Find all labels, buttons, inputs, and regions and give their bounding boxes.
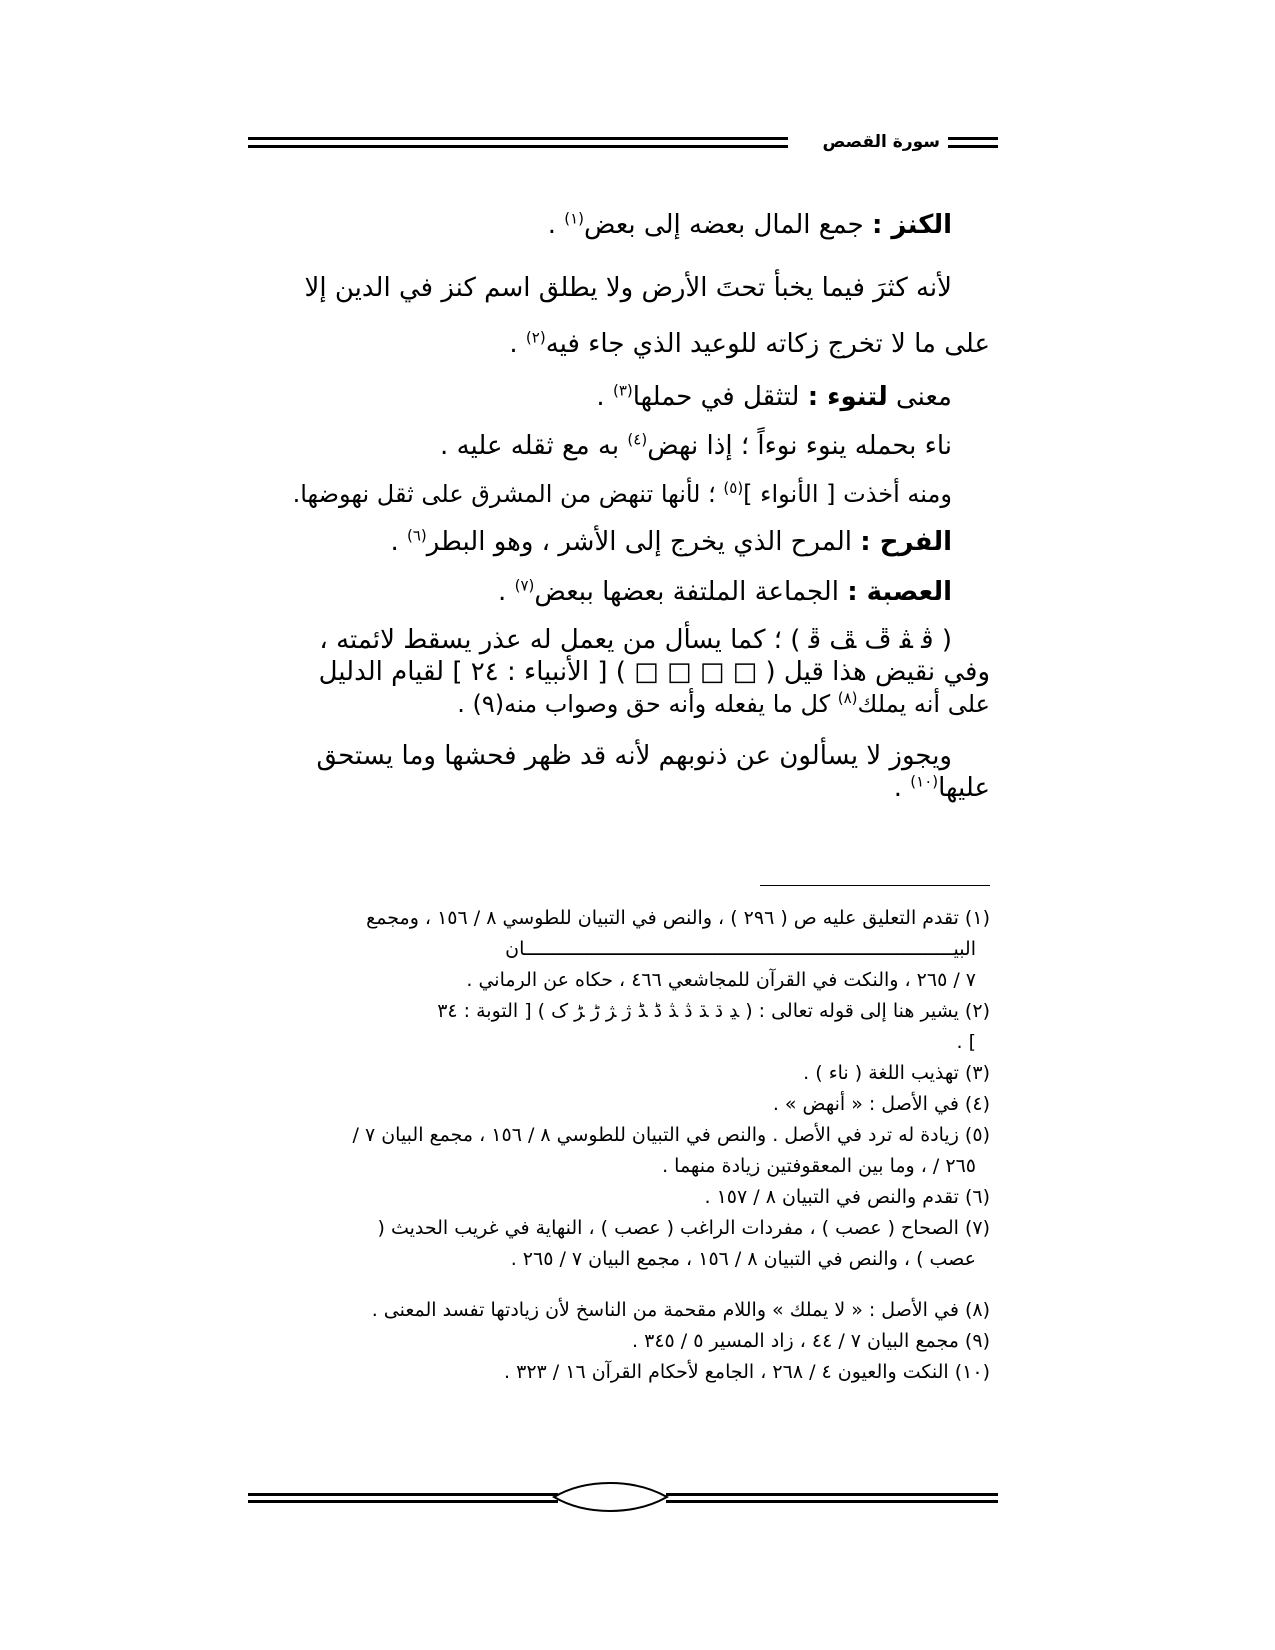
footnote-line: ٧ / ٢٦٥ ، والنكت في القرآن للمجاشعي ٤٦٦ ، حكاه عن الرماني . — [466, 969, 976, 991]
note-ref: (١٠) — [910, 772, 939, 791]
main-line: ومنه أخذت [ الأنواء ]$^{(٥)}$ ؛ لأنها تنهض من المشرق على ثقل نهوضها. — [292, 479, 952, 508]
main-line: لأنه كثرَ فيما يخبأ تحتَ الأرض ولا يطلق اسم كنز في الدين إلا — [304, 273, 952, 303]
note-ref: (٤) — [627, 430, 648, 449]
footnotes — [248, 903, 990, 1388]
main-line: ( ﭬ ﭭ ﭮ ﭯ ﭰ ) ؛ كما يسأل من يعمل له عذر يسقط لائمته ، — [319, 625, 952, 655]
footnote-line: ٢٦٥ / ، وما بين المعقوفتين زيادة منهما . — [662, 1155, 976, 1177]
ornament-outline — [554, 1483, 667, 1511]
footer-rule-right-1 — [666, 1493, 998, 1496]
footnote-line: (٣) تهذيب اللغة ( ناء ) . — [803, 1062, 990, 1084]
footnote-line: (٢) يشير هنا إلى قوله تعالى : ( ﮃ ﮄ ﮅ ﮆ ﮇ ﮈ ﮉ ﮊ ﮋ ﮌ ﮍ ﮎ ) [ التوبة : ٣٤ — [437, 1000, 990, 1022]
header-rule-right-1 — [948, 137, 998, 140]
footnote-line: (١٠) النكت والعيون ٤ / ٢٦٨ ، الجامع لأحكام القرآن ١٦ / ٣٢٣ . — [504, 1361, 990, 1383]
main-line: على ما لا تخرج زكاته للوعيد الذي جاء فيه$^{(٢)}$ . — [509, 328, 990, 359]
main-line: وفي نقيض هذا قيل ( □ □ □ □ ) [ الأنبياء : ٢٤ ] لقيام الدليل — [318, 657, 990, 687]
footer-rule-right-2 — [666, 1500, 998, 1503]
note-ref: (٨) — [837, 689, 858, 707]
note-ref: (٥) — [723, 479, 744, 497]
main-line: العصبة : الجماعة الملتفة بعضها ببعض$^{(٧)}$ . — [498, 576, 952, 607]
main-line: الكنز : جمع المال بعضه إلى بعض$^{(١)}$ . — [547, 209, 952, 240]
page-footer — [248, 1480, 998, 1520]
main-line: ناء بحمله ينوء نوءاً ؛ إذا نهض$^{(٤)}$ به مع ثقله عليه . — [440, 430, 952, 461]
note-ref: (٣) — [612, 381, 633, 400]
main-text — [248, 192, 990, 804]
footnote-line: (٤) في الأصل : « أنهض » . — [772, 1093, 990, 1115]
header-rule-left-1 — [248, 137, 788, 140]
footer-rule-left-2 — [248, 1500, 558, 1503]
footnote-line: عصب ) ، والنص في التبيان ٨ / ١٥٦ ، مجمع البيان ٧ / ٢٦٥ . — [510, 1248, 976, 1270]
footer-rule-left-1 — [248, 1493, 558, 1496]
footnote-line: (٧) الصحاح ( عصب ) ، مفردات الراغب ( عصب ) ، النهاية في غريب الحديث ( — [377, 1217, 990, 1239]
footnote-separator — [760, 885, 990, 886]
footnote-line: ] . — [956, 1031, 976, 1053]
term-kanz: الكنز : — [871, 210, 952, 240]
main-line: ويجوز لا يسألون عن ذنوبهم لأنه قد ظهر فحشها وما يستحق — [316, 741, 952, 771]
main-line: الفرح : المرح الذي يخرج إلى الأشر ، وهو البطر$^{(٦)}$ . — [390, 526, 952, 557]
page-number-ornament — [548, 1480, 673, 1520]
footnote-gap — [248, 1275, 990, 1295]
note-ref: (٢) — [525, 328, 546, 347]
footnote-line: (٥) زيادة له ترد في الأصل . والنص في التبيان للطوسي ٨ / ١٥٦ ، مجمع البيان ٧ / — [352, 1124, 990, 1146]
main-line: معنى لتنوء : لتثقل في حملها$^{(٣)}$ . — [596, 381, 952, 412]
footnote-line: (١) تقدم التعليق عليه ص ( ٢٩٦ ) ، والنص في التبيان للطوسي ٨ / ١٥٦ ، ومجمع — [366, 907, 990, 929]
term-tanu: لتنوء : — [807, 382, 888, 412]
footnote-line: (٨) في الأصل : « لا يملك » واللام مقحمة من الناسخ لأن زيادتها تفسد المعنى . — [371, 1299, 990, 1321]
note-ref: (٧) — [514, 576, 535, 595]
footnote-line: البيـــــــــــــــــــــــــــــــــــــــــــــــــــــــــــــــــــــــــــــان — [505, 938, 976, 960]
note-ref: (١) — [564, 209, 584, 228]
page-header — [248, 128, 998, 158]
main-line: على أنه يملك$^{(٨)}$ كل ما يفعله وأنه حق وصواب منه(٩) . — [457, 689, 990, 718]
term-usba: العصبة : — [847, 577, 952, 607]
term-farah: الفرح : — [860, 527, 952, 557]
footnote-line: (٦) تقدم والنص في التبيان ٨ / ١٥٧ . — [704, 1186, 990, 1208]
surah-title: سورة القصص — [822, 132, 940, 152]
header-rule-left-2 — [248, 145, 788, 148]
footnote-line: (٩) مجمع البيان ٧ / ٤٤ ، زاد المسير ٥ / ٣٤٥ . — [632, 1330, 990, 1352]
main-line: عليها$^{(١٠)}$ . — [893, 772, 990, 803]
header-rule-right-2 — [948, 145, 998, 148]
note-ref: (٦) — [407, 526, 427, 545]
